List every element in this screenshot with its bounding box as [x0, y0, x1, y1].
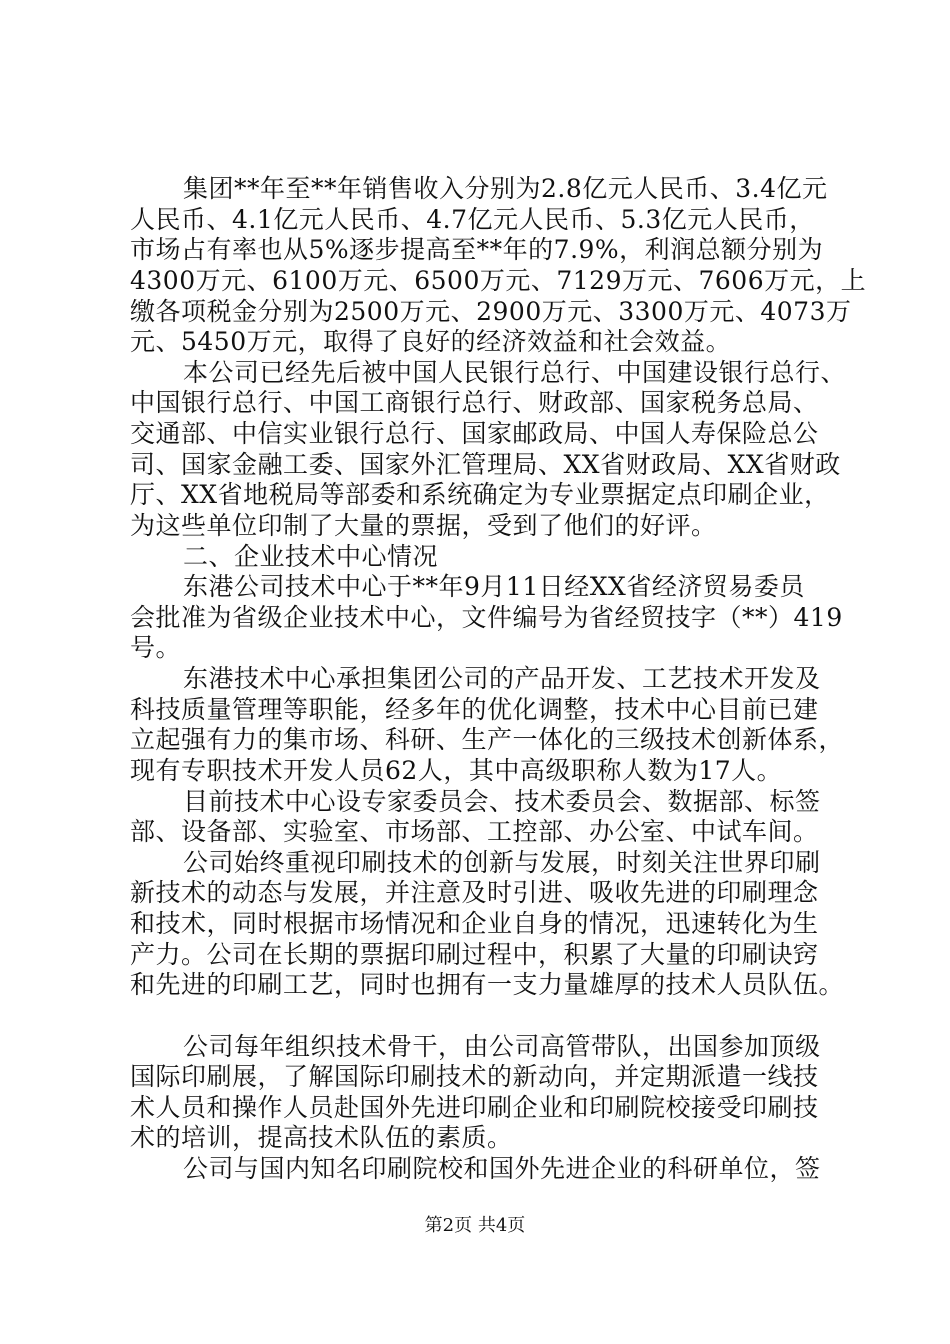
- page-number-footer: 第2页 共4页: [424, 1215, 526, 1236]
- text-line: 会批准为省级企业技术中心，文件编号为省经贸技字（**）419: [130, 603, 843, 632]
- text-line: 和技术，同时根据市场情况和企业自身的情况，迅速转化为生: [130, 909, 819, 938]
- text-line: 术的培训，提高技术队伍的素质。: [130, 1123, 513, 1152]
- text-line: 本公司已经先后被中国人民银行总行、中国建设银行总行、: [183, 358, 847, 387]
- text-line: 人民币、4.1亿元人民币、4.7亿元人民币、5.3亿元人民币，: [130, 205, 815, 234]
- text-line: 公司与国内知名印刷院校和国外先进企业的科研单位，签: [183, 1154, 821, 1183]
- text-line: 产力。公司在长期的票据印刷过程中，积累了大量的印刷诀窍: [130, 940, 819, 969]
- text-line: 术人员和操作人员赴国外先进印刷企业和印刷院校接受印刷技: [130, 1093, 819, 1122]
- text-line: 部、设备部、实验室、市场部、工控部、办公室、中试车间。: [130, 817, 819, 846]
- text-line: 目前技术中心设专家委员会、技术委员会、数据部、标签: [183, 787, 821, 816]
- text-line: 缴各项税金分别为2500万元、2900万元、3300万元、4073万: [130, 297, 852, 326]
- text-line: 交通部、中信实业银行总行、国家邮政局、中国人寿保险总公: [130, 419, 819, 448]
- text-line: 元、5450万元，取得了良好的经济效益和社会效益。: [130, 327, 732, 356]
- text-line: 现有专职技术开发人员62人，其中高级职称人数为17人。: [130, 756, 783, 785]
- text-line: 和先进的印刷工艺，同时也拥有一支力量雄厚的技术人员队伍。: [130, 970, 845, 999]
- text-line: 新技术的动态与发展，并注意及时引进、吸收先进的印刷理念: [130, 878, 819, 907]
- text-line: 为这些单位印制了大量的票据，受到了他们的好评。: [130, 511, 717, 540]
- text-line: 司、国家金融工委、国家外汇管理局、XX省财政局、XX省财政: [130, 450, 841, 479]
- text-line: 集团**年至**年销售收入分别为2.8亿元人民币、3.4亿元: [183, 174, 828, 203]
- text-line: 公司每年组织技术骨干，由公司高管带队，出国参加顶级: [183, 1032, 821, 1061]
- text-line: 立起强有力的集市场、科研、生产一体化的三级技术创新体系，: [130, 725, 845, 754]
- text-line: 市场占有率也从5%逐步提高至**年的7.9%，利润总额分别为: [130, 235, 824, 264]
- text-line: 号。: [130, 633, 182, 662]
- text-line: 国际印刷展，了解国际印刷技术的新动向，并定期派遣一线技: [130, 1062, 819, 1091]
- text-line: 公司始终重视印刷技术的创新与发展，时刻关注世界印刷: [183, 848, 821, 877]
- text-line: 东港技术中心承担集团公司的产品开发、工艺技术开发及: [183, 664, 821, 693]
- text-line: 中国银行总行、中国工商银行总行、财政部、国家税务总局、: [130, 388, 819, 417]
- text-line: 科技质量管理等职能，经多年的优化调整，技术中心目前已建: [130, 695, 819, 724]
- text-line: 4300万元、6100万元、6500万元、7129万元、7606万元，上: [130, 266, 867, 295]
- section-heading: 二、企业技术中心情况: [183, 542, 439, 571]
- text-line: 东港公司技术中心于**年9月11日经XX省经济贸易委员: [183, 572, 805, 601]
- text-line: 厅、XX省地税局等部委和系统确定为专业票据定点印刷企业，: [130, 480, 830, 509]
